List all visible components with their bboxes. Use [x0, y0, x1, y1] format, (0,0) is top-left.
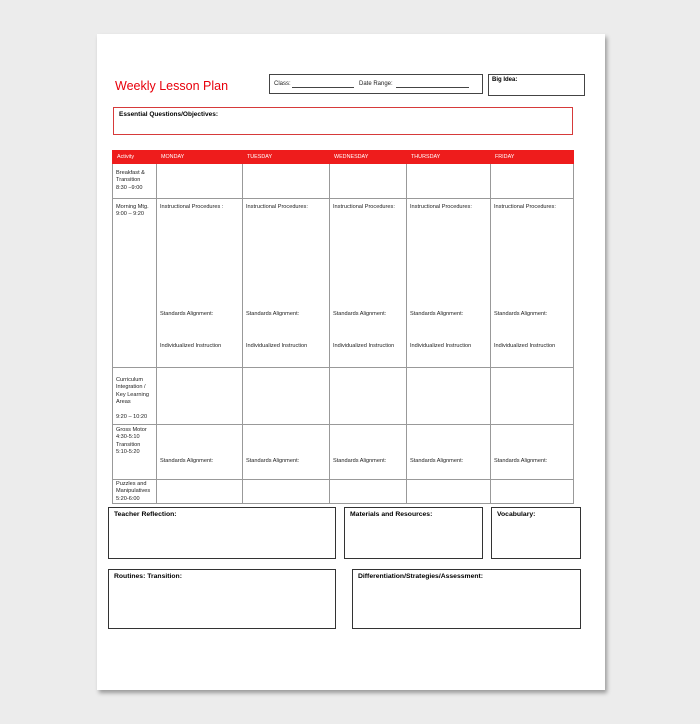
activity-cell	[113, 368, 157, 425]
activity-label: Transition	[116, 441, 141, 448]
table-header-row	[113, 151, 574, 164]
column-header: MONDAY	[157, 151, 243, 164]
materials-resources-box[interactable]	[344, 507, 483, 559]
standards-alignment-label: Standards Alignment:	[410, 311, 464, 317]
instructional-procedures-label: Instructional Procedures :	[160, 204, 224, 210]
plan-cell[interactable]	[491, 199, 574, 368]
materials-resources-label: Materials and Resources:	[350, 511, 433, 518]
column-header: TUESDAY	[243, 151, 330, 164]
activity-label: 5:20-6:00	[116, 495, 140, 502]
plan-cell[interactable]	[407, 164, 491, 199]
plan-cell[interactable]	[330, 425, 407, 480]
plan-cell[interactable]	[491, 425, 574, 480]
class-field[interactable]	[292, 87, 354, 88]
date-range-label: Date Range:	[359, 81, 393, 87]
standards-alignment-label: Standards Alignment:	[160, 458, 214, 464]
activity-label: 9:20 – 10:20	[116, 413, 148, 420]
essential-questions-label: Essential Questions/Objectives:	[119, 111, 218, 118]
instructional-procedures-label: Instructional Procedures:	[494, 204, 556, 210]
activity-cell	[113, 199, 157, 368]
activity-label: Gross Motor	[116, 427, 147, 433]
plan-cell[interactable]	[157, 368, 243, 425]
standards-alignment-label: Standards Alignment:	[410, 458, 464, 464]
instructional-procedures-label: Instructional Procedures:	[246, 204, 308, 210]
vocabulary-box[interactable]	[491, 507, 581, 559]
weekly-schedule-table	[112, 150, 574, 504]
column-header: THURSDAY	[407, 151, 491, 164]
class-date-box	[269, 74, 483, 94]
differentiation-box[interactable]	[352, 569, 581, 629]
activity-label: Breakfast &	[116, 170, 145, 176]
plan-cell[interactable]	[330, 199, 407, 368]
plan-cell[interactable]	[157, 480, 243, 504]
standards-alignment-label: Standards Alignment:	[494, 311, 548, 317]
plan-cell[interactable]	[491, 368, 574, 425]
plan-cell[interactable]	[243, 164, 330, 199]
routines-transition-box[interactable]	[108, 569, 336, 629]
plan-cell[interactable]	[243, 480, 330, 504]
activity-label: 5:10-5:20	[116, 449, 140, 456]
table-row	[113, 199, 574, 368]
standards-alignment-label: Standards Alignment:	[246, 458, 300, 464]
activity-label: Puzzles and	[116, 481, 147, 487]
instructional-procedures-label: Instructional Procedures:	[410, 204, 472, 210]
plan-cell[interactable]	[330, 164, 407, 199]
class-label: Class:	[274, 81, 291, 87]
table-row	[113, 425, 574, 480]
standards-alignment-label: Standards Alignment:	[160, 311, 214, 317]
plan-cell[interactable]	[243, 368, 330, 425]
activity-label: 9:00 – 9:20	[116, 211, 144, 218]
table-row	[113, 164, 574, 199]
activity-cell	[113, 164, 157, 199]
standards-alignment-label: Standards Alignment:	[246, 311, 300, 317]
individualized-instruction-label: Individualized Instruction	[160, 343, 222, 349]
instructional-procedures-label: Instructional Procedures:	[333, 204, 395, 210]
routines-transition-label: Routines: Transition:	[114, 573, 182, 580]
activity-label: 4:30-5:10	[116, 434, 140, 441]
big-idea-label: Big Idea:	[492, 77, 518, 83]
activity-label: Morning Mtg.	[116, 204, 149, 210]
column-header: FRIDAY	[491, 151, 574, 164]
big-idea-box[interactable]	[488, 74, 585, 96]
standards-alignment-label: Standards Alignment:	[494, 458, 548, 464]
vocabulary-label: Vocabulary:	[497, 511, 536, 518]
plan-cell[interactable]	[407, 368, 491, 425]
plan-cell[interactable]	[330, 368, 407, 425]
page-title: Weekly Lesson Plan	[115, 79, 229, 93]
plan-cell[interactable]	[243, 199, 330, 368]
plan-cell[interactable]	[157, 199, 243, 368]
teacher-reflection-box[interactable]	[108, 507, 336, 559]
activity-label: Manipulatives	[116, 488, 151, 495]
column-header: Activity	[113, 151, 157, 164]
date-range-field[interactable]	[396, 87, 469, 88]
plan-cell[interactable]	[157, 164, 243, 199]
standards-alignment-label: Standards Alignment:	[333, 311, 387, 317]
plan-cell[interactable]	[407, 480, 491, 504]
column-header: WEDNESDAY	[330, 151, 407, 164]
individualized-instruction-label: Individualized Instruction	[410, 343, 472, 349]
plan-cell[interactable]	[491, 480, 574, 504]
individualized-instruction-label: Individualized Instruction	[246, 343, 308, 349]
activity-label: Integration /	[116, 384, 146, 391]
activity-label: Areas	[116, 399, 131, 406]
plan-cell[interactable]	[157, 425, 243, 480]
teacher-reflection-label: Teacher Reflection:	[114, 511, 177, 518]
lesson-plan-page	[97, 34, 605, 690]
activity-label: Curriculum	[116, 377, 144, 383]
differentiation-label: Differentiation/Strategies/Assessment:	[358, 573, 484, 580]
activity-cell	[113, 425, 157, 480]
individualized-instruction-label: Individualized Instruction	[333, 343, 395, 349]
plan-cell[interactable]	[491, 164, 574, 199]
plan-cell[interactable]	[407, 199, 491, 368]
standards-alignment-label: Standards Alignment:	[333, 458, 387, 464]
plan-cell[interactable]	[243, 425, 330, 480]
activity-label: Transition	[116, 177, 141, 184]
table-row	[113, 368, 574, 425]
activity-label: Key Learning	[116, 391, 149, 398]
plan-cell[interactable]	[407, 425, 491, 480]
activity-cell	[113, 480, 157, 504]
activity-label	[116, 407, 149, 414]
essential-questions-box[interactable]	[113, 107, 573, 135]
table-row	[113, 480, 574, 504]
activity-label: 8:30 –9:00	[116, 184, 143, 191]
individualized-instruction-label: Individualized Instruction	[494, 343, 556, 349]
plan-cell[interactable]	[330, 480, 407, 504]
